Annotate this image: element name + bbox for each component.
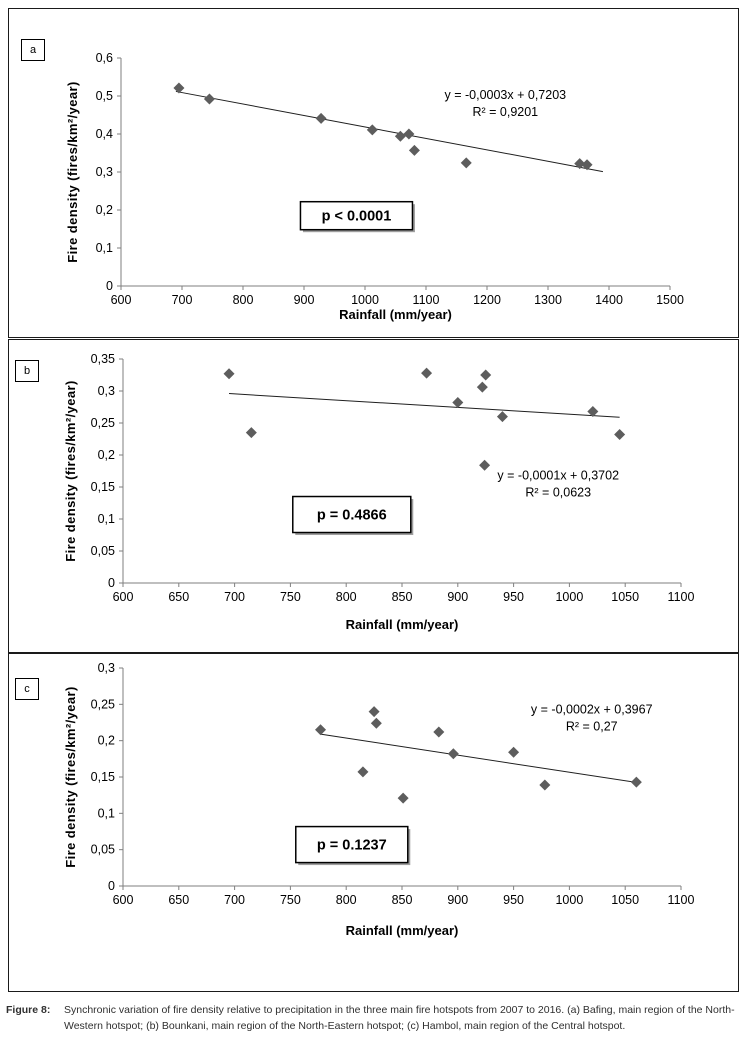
svg-text:0,1: 0,1 <box>97 512 115 526</box>
svg-text:1100: 1100 <box>667 590 695 604</box>
svg-text:0,25: 0,25 <box>90 697 115 712</box>
data-point-marker <box>582 159 593 170</box>
data-point-marker <box>369 706 380 717</box>
svg-text:700: 700 <box>224 893 246 907</box>
svg-text:950: 950 <box>503 590 525 604</box>
x-axis-title: Rainfall (mm/year) <box>345 617 459 632</box>
svg-text:850: 850 <box>391 893 413 907</box>
trendline <box>229 394 620 418</box>
svg-text:900: 900 <box>447 893 469 907</box>
svg-text:650: 650 <box>168 893 190 907</box>
svg-text:y = -0,0002x + 0,3967: y = -0,0002x + 0,3967 <box>530 702 653 717</box>
data-point-marker <box>246 427 257 438</box>
p-value-text: p = 0.1237 <box>316 837 387 854</box>
panel-label-a: a <box>21 39 45 61</box>
data-point-marker <box>316 113 327 124</box>
svg-text:600: 600 <box>110 293 132 307</box>
data-point-marker <box>409 145 420 156</box>
x-axis-title: Rainfall (mm/year) <box>339 307 452 322</box>
svg-text:750: 750 <box>279 590 301 604</box>
x-axis-title: Rainfall (mm/year) <box>345 923 459 938</box>
panel-a <box>8 8 739 338</box>
chart-a-scatter <box>9 9 736 335</box>
svg-text:0,15: 0,15 <box>90 770 115 784</box>
svg-text:1000: 1000 <box>351 293 379 307</box>
data-points <box>224 368 626 471</box>
svg-text:0,3: 0,3 <box>97 661 115 675</box>
svg-text:1500: 1500 <box>656 293 684 307</box>
svg-text:1000: 1000 <box>555 893 584 907</box>
data-point-marker <box>315 724 326 735</box>
data-point-marker <box>539 779 550 790</box>
data-point-marker <box>173 83 184 94</box>
svg-text:1100: 1100 <box>667 893 695 907</box>
svg-text:0,3: 0,3 <box>95 165 113 179</box>
chart-c-scatter <box>9 654 736 989</box>
svg-text:y = -0,0003x + 0,7203: y = -0,0003x + 0,7203 <box>444 88 567 103</box>
svg-text:1100: 1100 <box>412 293 440 307</box>
svg-text:0,25: 0,25 <box>90 416 115 430</box>
trendline <box>176 91 603 171</box>
data-point-marker <box>357 766 368 777</box>
data-point-marker <box>448 748 459 759</box>
axes <box>117 58 670 290</box>
svg-text:1000: 1000 <box>555 590 584 604</box>
data-point-marker <box>479 460 490 471</box>
panel-c <box>8 653 739 992</box>
svg-text:850: 850 <box>391 590 413 604</box>
data-point-marker <box>461 157 472 168</box>
panel-label-c: c <box>15 678 39 700</box>
svg-text:800: 800 <box>335 893 357 907</box>
data-point-marker <box>398 793 409 804</box>
equation-label <box>444 88 566 119</box>
svg-text:0,2: 0,2 <box>97 448 115 462</box>
svg-text:1400: 1400 <box>595 293 623 307</box>
data-point-marker <box>631 777 642 788</box>
data-point-marker <box>367 124 378 135</box>
svg-text:800: 800 <box>232 293 254 307</box>
panel-b <box>8 339 739 653</box>
svg-text:0,4: 0,4 <box>95 127 113 141</box>
svg-text:0,5: 0,5 <box>95 89 113 103</box>
data-point-marker <box>508 747 519 758</box>
svg-text:0,2: 0,2 <box>97 733 115 748</box>
caption-text: Synchronic variation of fire density relative to precipitation in the three main fire hotspots from 2007 to 2016. (a) Bafing, main region of the North-Western hotspot; (b) Bounkani, main region of the North-Eastern hotspot; (c) Hambol, main region of the Central hotspot. <box>64 1004 735 1033</box>
data-point-marker <box>480 370 491 381</box>
svg-text:700: 700 <box>171 293 193 307</box>
data-point-marker <box>421 368 432 379</box>
svg-text:0,6: 0,6 <box>95 51 113 65</box>
equation-label <box>497 468 619 499</box>
y-axis-title: Fire density (fires/km²/year) <box>63 380 78 562</box>
svg-text:0,05: 0,05 <box>90 544 115 558</box>
svg-text:0,15: 0,15 <box>90 480 115 494</box>
chart-b-scatter <box>9 340 736 650</box>
svg-text:0,35: 0,35 <box>90 352 115 366</box>
svg-text:0,2: 0,2 <box>95 203 113 217</box>
svg-text:900: 900 <box>447 590 469 604</box>
tick-labels <box>91 661 695 907</box>
svg-text:R² = 0,27: R² = 0,27 <box>565 719 618 734</box>
svg-text:600: 600 <box>112 893 134 907</box>
p-value-text: p < 0.0001 <box>321 208 392 225</box>
svg-text:900: 900 <box>293 293 315 307</box>
svg-text:0,05: 0,05 <box>90 842 115 857</box>
svg-text:0: 0 <box>106 279 113 293</box>
svg-text:0,3: 0,3 <box>97 384 115 398</box>
svg-text:0: 0 <box>108 576 115 590</box>
p-value-text: p = 0.4866 <box>316 507 387 524</box>
tick-labels <box>96 51 684 307</box>
svg-text:1200: 1200 <box>473 293 501 307</box>
equation-label <box>531 702 653 733</box>
svg-text:y = -0,0001x + 0,3702: y = -0,0001x + 0,3702 <box>497 468 620 483</box>
trendline <box>321 734 639 783</box>
svg-text:0,1: 0,1 <box>95 241 113 255</box>
data-point-marker <box>477 382 488 393</box>
data-point-marker <box>403 129 414 140</box>
data-point-marker <box>452 397 463 408</box>
svg-text:R² = 0,0623: R² = 0,0623 <box>525 485 592 500</box>
data-point-marker <box>371 718 382 729</box>
svg-text:1050: 1050 <box>611 590 640 604</box>
svg-text:700: 700 <box>224 590 246 604</box>
data-point-marker <box>497 411 508 422</box>
data-point-marker <box>433 726 444 737</box>
y-axis-title: Fire density (fires/km²/year) <box>63 686 78 868</box>
figure-caption <box>6 1002 743 1035</box>
y-axis-title: Fire density (fires/km²/year) <box>65 81 80 263</box>
svg-text:750: 750 <box>279 893 301 907</box>
p-value-box <box>296 827 411 866</box>
svg-text:600: 600 <box>112 590 134 604</box>
svg-text:1300: 1300 <box>534 293 562 307</box>
p-value-box <box>300 202 415 233</box>
p-value-box <box>293 497 414 536</box>
svg-text:800: 800 <box>335 590 357 604</box>
data-point-marker <box>614 429 625 440</box>
data-point-marker <box>204 94 215 105</box>
svg-text:950: 950 <box>503 893 525 907</box>
svg-text:0: 0 <box>108 879 115 893</box>
svg-text:0,1: 0,1 <box>97 806 115 821</box>
svg-text:1050: 1050 <box>611 893 640 907</box>
panel-label-b: b <box>15 360 39 382</box>
caption-label: Figure 8: <box>6 1004 51 1016</box>
data-point-marker <box>224 368 235 379</box>
svg-text:650: 650 <box>168 590 190 604</box>
svg-text:R² = 0,9201: R² = 0,9201 <box>472 105 539 120</box>
